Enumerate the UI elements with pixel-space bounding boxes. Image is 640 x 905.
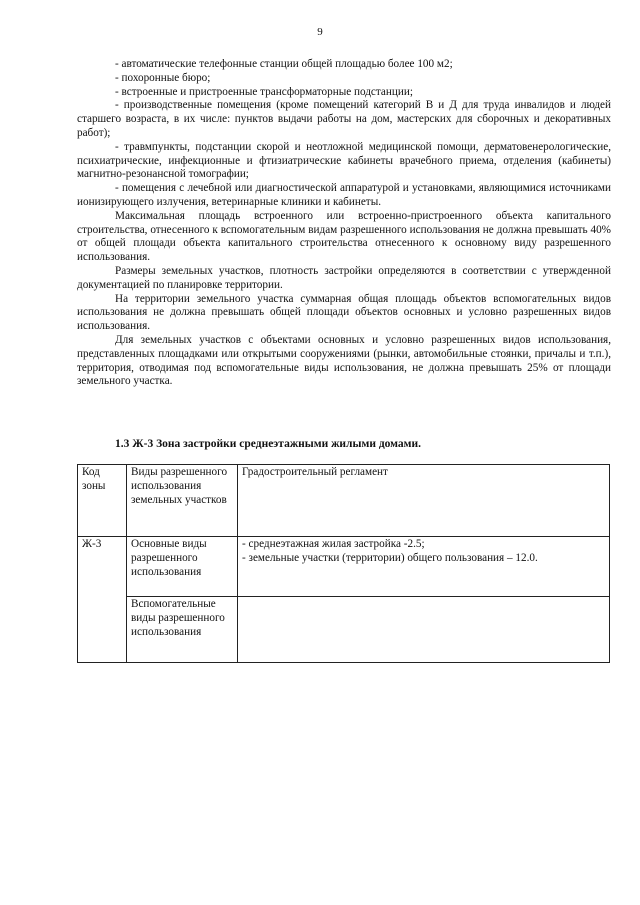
- table-header-row: [78, 465, 610, 537]
- regulation-cell-empty: [238, 597, 610, 663]
- paragraph-max-area: Максимальная площадь встроенного или встроенно-пристроенного объекта капитального строительства, отнесенного к вспомогательным видам разрешенного использования не должна превышать 40% от общей площади объекта капитального строительства отнесенного к основному виду разрешенного использования.: [77, 209, 611, 264]
- regulation-cell: [238, 537, 610, 597]
- header-regulation: Градостроительный регламент: [238, 465, 610, 537]
- header-types: Виды разрешенного использования земельных участков: [127, 465, 238, 537]
- table-row: [78, 537, 610, 597]
- paragraph-plot-sizes: Размеры земельных участков, плотность застройки определяются в соответствии с утвержденной документацией по планировке территории.: [77, 264, 611, 291]
- list-item: - помещения с лечебной или диагностической аппаратурой и установками, являющимися источниками ионизирующего излучения, ветеринарные клиники и кабинеты.: [77, 182, 611, 208]
- section-heading: 1.3 Ж-3 Зона застройки среднеэтажными жилыми домами.: [115, 438, 422, 450]
- list-item: - встроенные и пристроенные трансформаторные подстанции;: [115, 85, 413, 98]
- zone-code-cell: Ж-3: [78, 537, 127, 663]
- list-item: - производственные помещения (кроме помещений категорий В и Д для труда инвалидов и людей старшего возраста, в их числе: пунктов выдачи работы на дом, мастерских для сборочных и декоративных работ);: [77, 99, 611, 139]
- regulation-line: - земельные участки (территории) общего пользования – 12.0.: [242, 551, 538, 564]
- page-number: 9: [317, 26, 323, 38]
- regulation-line: - среднеэтажная жилая застройка -2.5;: [242, 538, 425, 550]
- type-cell: Вспомогательные виды разрешенного использования: [127, 597, 238, 663]
- header-code: Код зоны: [78, 465, 127, 537]
- table-row: [78, 597, 610, 663]
- paragraph-aux-area: На территории земельного участка суммарная общая площадь объектов вспомогательных видов использования не должна превышать общей площади объектов основных и условно разрешенных видов использования.: [77, 292, 611, 333]
- type-cell: Основные виды разрешенного использования: [127, 537, 238, 597]
- body-text: [77, 58, 611, 389]
- list-item: - травмпункты, подстанции скорой и неотложной медицинской помощи, дерматовенерологические, психиатрические, инфекционные и фтизиатрические кабинеты врачебного приема, отделения (кабинеты) магнитно-резонансной томографии;: [77, 140, 611, 181]
- regulation-table: [77, 464, 610, 663]
- list-item: - автоматические телефонные станции общей площадью более 100 м2;: [115, 58, 453, 70]
- list-item: - похоронные бюро;: [115, 71, 211, 84]
- paragraph-open-facilities: Для земельных участков с объектами основных и условно разрешенных видов использования, представленных площадками или открытыми сооружениями (рынки, автомобильные стоянки, причалы и т.п.), территория, отводимая под вспомогательные виды использования, не должна превышать 25% от площади земельного участка.: [77, 333, 611, 388]
